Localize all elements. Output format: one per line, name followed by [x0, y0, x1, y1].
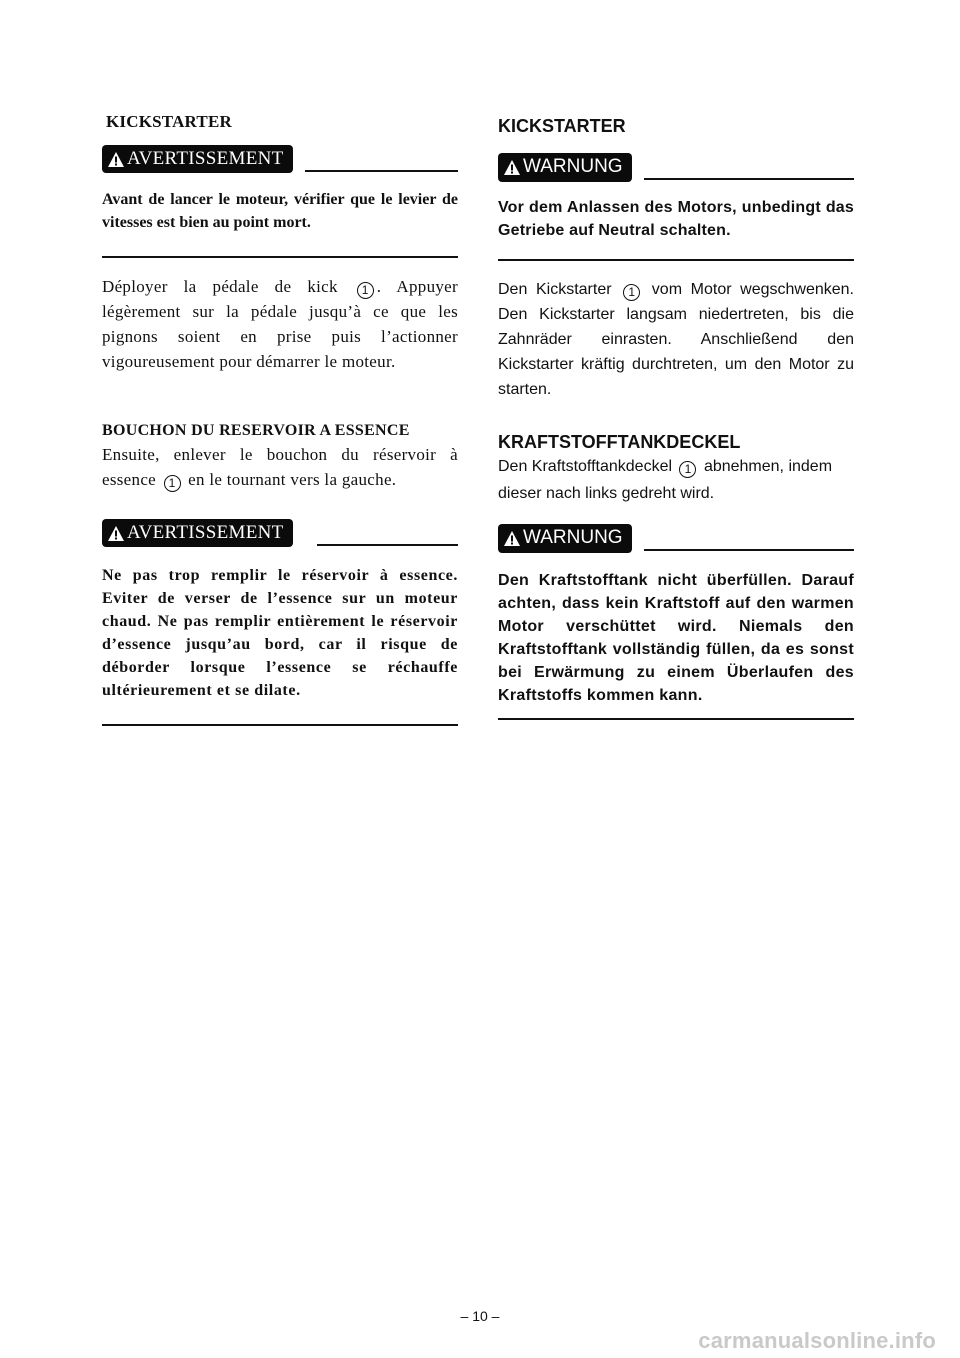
warning-header-de-2 — [498, 523, 854, 553]
callout-1-icon: 1 — [357, 282, 374, 299]
warning-header-line — [644, 178, 854, 180]
warning-label-fr: AVERTISSEMENT — [127, 148, 284, 169]
kickstarter-title-fr: KICKSTARTER — [106, 112, 232, 131]
warning-end-rule — [102, 724, 458, 726]
kickstarter-body-fr — [102, 274, 458, 374]
watermark: carmanualsonline.info — [698, 1328, 936, 1353]
kickstarter-body-de-part2: vom Motor wegschwenken. Den Kickstarter langsam niedertreten, bis die Zahnräder einrasten. Anschließend den Kickstarter kräftig durchtreten, um den Motor zu starten. — [498, 281, 854, 398]
warning-header-fr-2 — [102, 518, 458, 548]
kickstarter-body-fr-part2: . Appuyer légèrement sur la pédale jusqu’à ce que les pignons soient en prise puis l’actionner vigoureusement pour démarrer le moteur. — [102, 277, 458, 371]
fuel-cap-body-de — [498, 453, 854, 507]
fuel-cap-body-fr-part1: Ensuite, enlever le bouchon du réservoir à essence — [102, 445, 458, 489]
warning-badge-fr-2 — [102, 519, 293, 547]
fuel-cap-body-fr-part2: en le tournant vers la gauche. — [188, 470, 397, 489]
warning-triangle-icon — [504, 531, 520, 546]
page-number: – 10 – — [460, 1308, 500, 1324]
warning-text-fr-2: Ne pas trop remplir le réservoir à essence. Eviter de verser de l’essence sur un moteur chaud. Ne pas remplir entièrement le réservoir d’essence jusqu’au bord, car il risque de déborder lorsque l’essence se réchauffe ultérieurement et se dilate. — [102, 567, 458, 699]
fuel-cap-title-de: KRAFTSTOFFTANKDECKEL — [498, 432, 741, 452]
warning-triangle-icon — [108, 526, 124, 541]
french-column — [102, 112, 458, 726]
warning-header-fr — [102, 144, 458, 174]
callout-1-icon: 1 — [164, 475, 181, 492]
warning-header-de — [498, 152, 854, 182]
kickstarter-body-fr-part1: Déployer la pédale de kick — [102, 277, 338, 296]
warning-label-de-2: WARNUNG — [523, 527, 623, 548]
warning-header-line — [317, 544, 458, 546]
fuel-cap-body-de-part1: Den Kraftstofftankdeckel — [498, 458, 673, 475]
warning-triangle-icon — [504, 160, 520, 175]
fuel-cap-body-fr — [102, 442, 458, 492]
warning-text-fr: Avant de lancer le moteur, vérifier que le levier de vitesses est bien au point mort. — [102, 191, 458, 231]
kickstarter-title-de: KICKSTARTER — [498, 116, 626, 136]
warning-triangle-icon — [108, 152, 124, 167]
kickstarter-body-de — [498, 277, 854, 402]
callout-1-icon: 1 — [623, 284, 640, 301]
warning-badge-fr — [102, 145, 293, 173]
warning-text-de-2: Den Kraftstofftank nicht überfüllen. Darauf achten, dass kein Kraftstoff auf den warmen Motor verschüttet wird. Niemals den Kraftstofftank vollständig füllen, da es sonst bei Erwärmung zu einem Überlaufen des Kraftstoffs kommen kann. — [498, 572, 854, 704]
german-column — [498, 112, 854, 720]
warning-badge-de — [498, 153, 632, 182]
callout-1-icon: 1 — [679, 461, 696, 478]
warning-header-line — [305, 170, 458, 172]
warning-label-fr-2: AVERTISSEMENT — [127, 522, 284, 543]
kickstarter-body-de-part1: Den Kickstarter — [498, 281, 612, 298]
warning-header-line — [644, 549, 854, 551]
warning-end-rule — [498, 259, 854, 261]
warning-end-rule — [102, 256, 458, 258]
warning-label-de: WARNUNG — [523, 156, 623, 177]
fuel-cap-title-fr: BOUCHON DU RESERVOIR A ESSENCE — [102, 422, 410, 439]
warning-end-rule — [498, 718, 854, 720]
warning-text-de: Vor dem Anlassen des Motors, unbedingt das Getriebe auf Neutral schalten. — [498, 199, 854, 239]
fuel-cap-body-de-part2: abnehmen, indem dieser nach links gedreht wird. — [498, 458, 833, 502]
warning-badge-de-2 — [498, 524, 632, 553]
